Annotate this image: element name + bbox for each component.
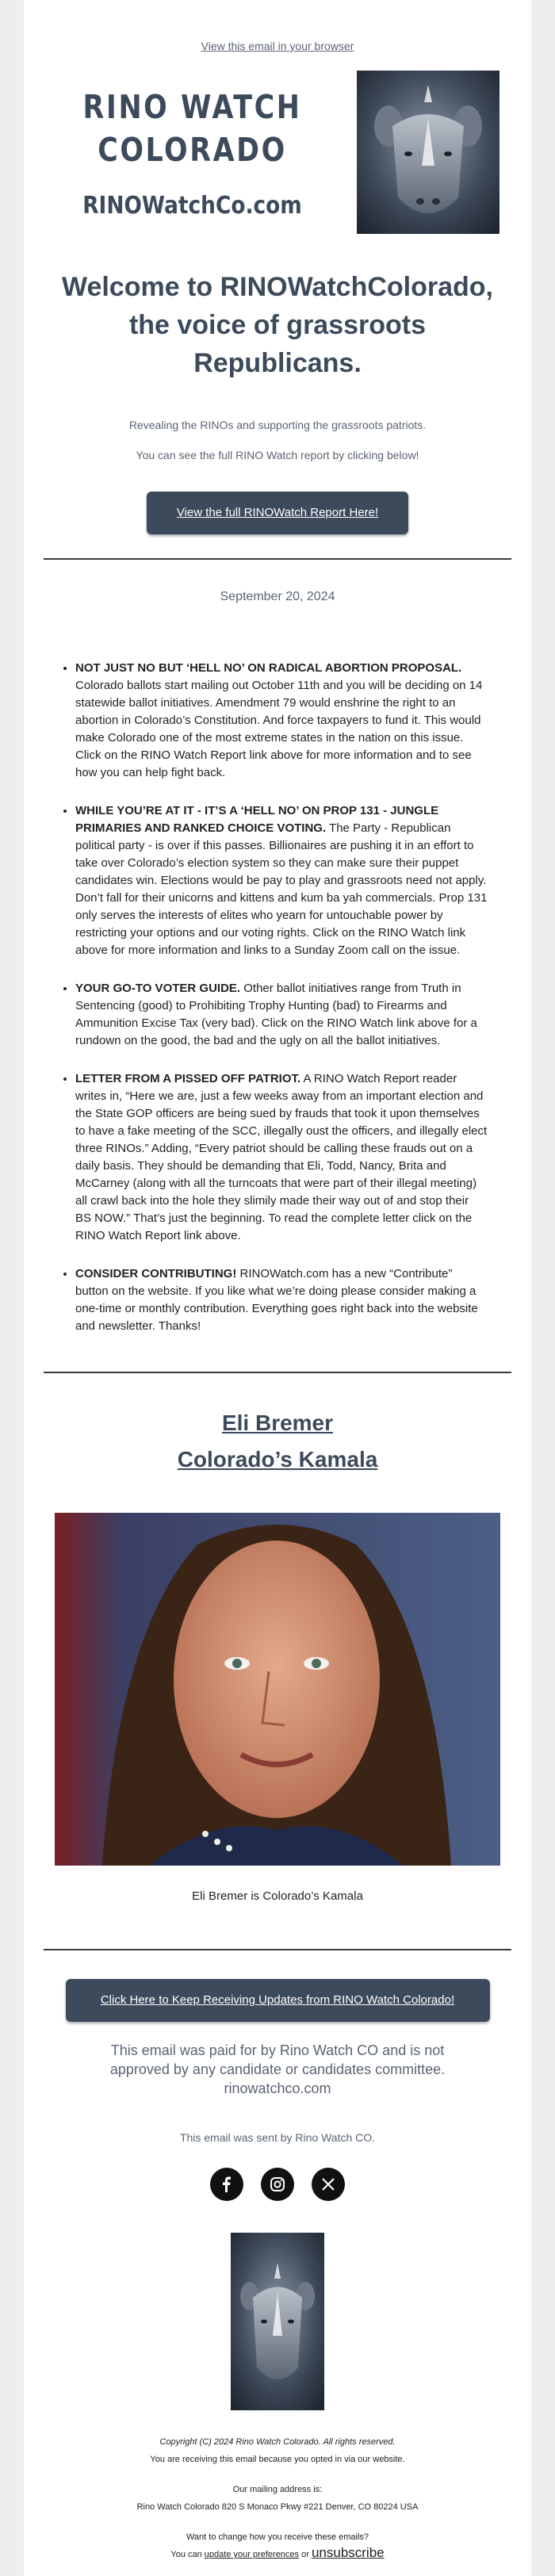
preheader: [44, 0, 511, 57]
divider: [44, 1372, 511, 1373]
feature-name-link[interactable]: Eli Bremer: [221, 1410, 334, 1435]
logo-line-2: COLORADO: [98, 130, 287, 169]
feature-title: [44, 1405, 511, 1478]
item-heading: NOT JUST NO BUT ‘HELL NO’ ON RADICAL ABORTION PROPOSAL.: [75, 661, 462, 675]
news-list: [44, 660, 511, 1335]
address-label: Our mailing address is:: [232, 2485, 323, 2494]
newsletter-date: September 20, 2024: [220, 590, 335, 603]
portrait-photo: [55, 1513, 500, 1866]
item-body: Other ballot initiatives range from Truth in Sentencing (good) to Prohibiting Trophy Hunting (bad) to Firearms and Ammunition Excise Tax (very bad). Click on the RINO Watch link above for a rundown on the good, the bad and the ugly on all the ballot initiatives.: [75, 982, 477, 1047]
footer-rhino-image: [231, 2233, 324, 2410]
opted-in-text: You are receiving this email because you opted in via our website.: [150, 2455, 405, 2464]
item-body: Colorado ballots start mailing out October 11th and you will be deciding on 14 statewide ballot initiatives. Amendment 79 would enshrine the right to an abortion in Colorado’s Constitution. And force taxpayers to fund it. This would make Colorado one of the most extreme states in the nation on this issue. Click on the RINO Watch Report link above for more information and to see how you can help fight back.: [75, 679, 483, 779]
logo-text: [44, 86, 341, 220]
welcome-heading: Welcome to RINOWatchColorado, the voice of grassroots Republicans.: [61, 272, 494, 378]
list-item: [75, 1070, 488, 1245]
item-body: The Party - Republican political party - is over if this passes. Billionaires are pushing it in an effort to take over Colorado’s election system so they can make sure their puppet candidates win. Elections would be pay to play and grassroots need not apply. Don’t fall for their unicorns and kittens and kum ba yah commercials. Prop 131 only serves the interests of elites who yearn for untouchable power by restricting your options and our voting rights. Click on the RINO Watch link above for more information and links to a Sunday Zoom call on the issue.: [75, 821, 488, 957]
cta-text: You can see the full RINO Watch report by clicking below!: [136, 449, 419, 461]
item-heading: CONSIDER CONTRIBUTING!: [75, 1267, 237, 1280]
list-item: [75, 1265, 488, 1335]
logo-line-1: RINO WATCH: [82, 87, 302, 126]
update-preferences-link[interactable]: update your preferences: [204, 2550, 300, 2559]
logo-url: RINOWatchCo.com: [82, 191, 302, 220]
item-body: A RINO Watch Report reader writes in, “Here we are, just a few weeks away from an important election and the State GOP officers are being sued by frauds that took it upon themselves to have a fake meeting of the SCC, illegally oust the officers, and illegally elect three RINOs.” Adding, “Every patriot should be calling these frauds out on a daily basis. They should be demanding that Eli, Todd, Nancy, Brita and McCarney (along with all the turncoats that were part of their illegal meeting) all crawl back into the hole they slimily made their way out of and stop their BS NOW.” That’s just the beginning. To read the complete letter click on the RINO Watch Report link above.: [75, 1072, 488, 1242]
item-heading: WHILE YOU’RE AT IT - IT’S A ‘HELL NO’ ON PROP 131 - JUNGLE PRIMARIES AND RANKED CHOICE VOTING.: [75, 804, 439, 835]
tagline: Revealing the RINOs and supporting the grassroots patriots.: [128, 419, 427, 431]
feature-subtitle-link[interactable]: Colorado’s Kamala: [177, 1447, 378, 1472]
divider: [44, 558, 511, 560]
sent-by: This email was sent by Rino Watch CO.: [179, 2131, 376, 2144]
divider: [44, 1949, 511, 1950]
copyright: Copyright (C) 2024 Rino Watch Colorado. All rights reserved.: [159, 2437, 396, 2447]
unsubscribe-link[interactable]: unsubscribe: [311, 2545, 385, 2560]
social-links: [44, 2168, 511, 2201]
view-in-browser-link[interactable]: View this email in your browser: [201, 40, 354, 52]
legal-footer: [44, 2436, 511, 2561]
rhino-image: [357, 71, 500, 234]
paid-for-text: This email was paid for by Rino Watch CO and is not approved by any candidate or candidates committee.: [109, 2042, 446, 2077]
x-icon[interactable]: [312, 2168, 345, 2201]
header: [44, 70, 511, 235]
you-can-text: You can: [170, 2550, 205, 2559]
photo-caption: Eli Bremer is Colorado’s Kamala: [192, 1889, 363, 1903]
website-text: rinowatchco.com: [224, 2080, 331, 2096]
keep-receiving-button[interactable]: Click Here to Keep Receiving Updates from RINO Watch Colorado!: [66, 1979, 490, 2022]
preferences-line: [44, 2547, 511, 2561]
mailing-address: Rino Watch Colorado 820 S Monaco Pkwy #221 Denver, CO 80224 USA: [136, 2502, 419, 2512]
list-item: [75, 802, 488, 959]
list-item: [75, 980, 488, 1050]
item-body: RINOWatch.com has a new “Contribute” button on the website. If you like what we’re doing please consider making a one-time or monthly contribution. Everything goes right back into the website and newsletter. Thanks!: [75, 1267, 478, 1333]
instagram-icon[interactable]: [261, 2168, 294, 2201]
or-text: or: [299, 2550, 312, 2559]
paid-for-disclaimer: [44, 2041, 511, 2098]
list-item: [75, 660, 488, 782]
item-heading: LETTER FROM A PISSED OFF PATRIOT.: [75, 1072, 301, 1085]
email-body: [24, 0, 531, 2576]
view-report-button[interactable]: View the full RINOWatch Report Here!: [147, 492, 408, 534]
facebook-icon[interactable]: [210, 2168, 243, 2201]
item-heading: YOUR GO-TO VOTER GUIDE.: [75, 982, 241, 995]
change-question: Want to change how you receive these emails?: [186, 2532, 369, 2542]
